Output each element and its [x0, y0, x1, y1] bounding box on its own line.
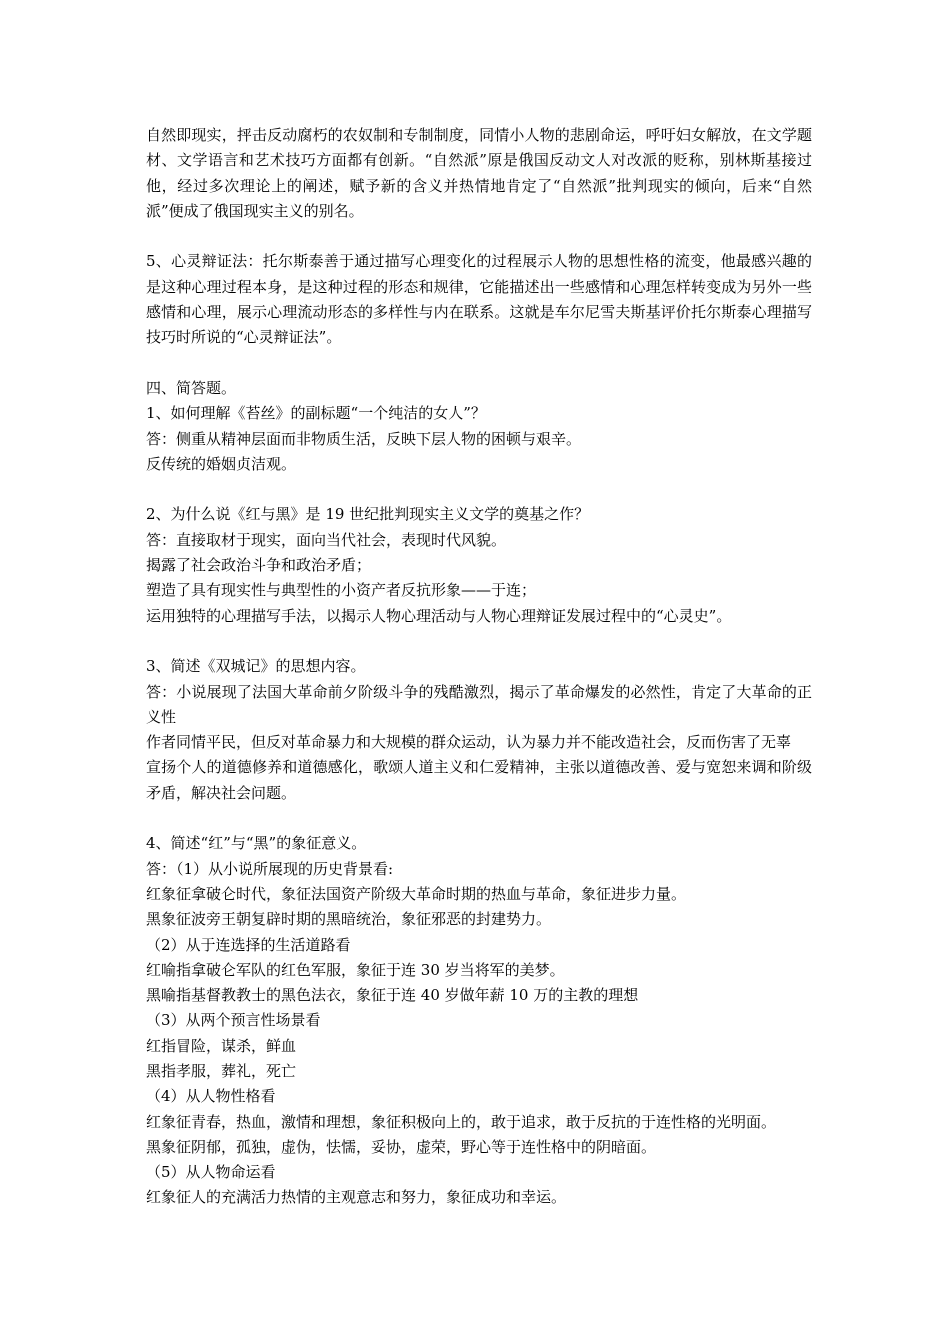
blank-line	[146, 629, 812, 654]
answer-line: 红喻指拿破仑军队的红色军服，象征于连 30 岁当将军的美梦。	[146, 960, 565, 979]
answer-subheading: （2）从于连选择的生活道路看	[146, 935, 351, 954]
answer-line: 答：（1）从小说所展现的历史背景看:	[146, 859, 394, 878]
section-heading: 四、简答题。	[146, 378, 237, 397]
blank-line	[146, 806, 812, 831]
answer-line: 红指冒险，谋杀，鲜血	[146, 1036, 297, 1055]
answer-line: 黑喻指基督教教士的黑色法衣，象征于连 40 岁做年薪 10 万的主教的理想	[146, 986, 639, 1005]
answer-line: 答：直接取材于现实，面向当代社会，表现时代风貌。	[146, 530, 507, 549]
blank-line	[146, 477, 812, 502]
answer-paragraph: 宣扬个人的道德修养和道德感化，歌颂人道主义和仁爱精神，主张以道德改善、爱与宽恕来调和阶级矛盾，解决社会问题。	[146, 758, 812, 802]
blank-line	[146, 224, 812, 249]
answer-line: 红象征青春，热血，激情和理想，象征积极向上的，敢于追求，敢于反抗的于连性格的光明面。	[146, 1112, 777, 1131]
answer-line: 黑指孝服，葬礼，死亡	[146, 1061, 297, 1080]
answer-subheading: （5）从人物命运看	[146, 1163, 276, 1182]
paragraph-naturalism: 自然即现实，抨击反动腐朽的农奴制和专制制度，同情小人物的悲剧命运，呼吁妇女解放，在文学题材、文学语言和艺术技巧方面都有创新。“自然派”原是俄国反动文人对改派的贬称，别林斯基接过他，经过多次理论上的阐述，赋予新的含义并热情地肯定了“自然派”批判现实的倾向，后来“自然派”便成了俄国现实主义的别名。	[146, 126, 812, 220]
blank-line	[146, 351, 812, 376]
answer-line: 塑造了具有现实性与典型性的小资产者反抗形象——于连；	[146, 581, 537, 600]
answer-line: 反传统的婚姻贞洁观。	[146, 454, 297, 473]
question-4: 4、简述“红”与“黑”的象征意义。	[146, 834, 367, 853]
document-body	[146, 123, 812, 1211]
answer-line: 黑象征阴郁，孤独，虚伪，怯懦，妥协，虚荣，野心等于连性格中的阴暗面。	[146, 1137, 657, 1156]
question-3: 3、简述《双城记》的思想内容。	[146, 657, 366, 676]
answer-line: 运用独特的心理描写手法，以揭示人物心理活动与人物心理辩证发展过程中的“心灵史”。	[146, 606, 732, 625]
question-1: 1、如何理解《苔丝》的副标题“一个纯洁的女人”？	[146, 404, 486, 423]
answer-line: 红象征拿破仑时代，象征法国资产阶级大革命时期的热血与革命，象征进步力量。	[146, 884, 687, 903]
answer-line: 黑象征波旁王朝复辟时期的黑暗统治，象征邪恶的封建势力。	[146, 910, 552, 929]
answer-subheading: （3）从两个预言性场景看	[146, 1011, 321, 1030]
answer-paragraph: 作者同情平民，但反对革命暴力和大规模的群众运动，认为暴力并不能改造社会，反而伤害了无辜	[146, 733, 792, 752]
answer-line: 揭露了社会政治斗争和政治矛盾；	[146, 556, 372, 575]
answer-paragraph: 答：小说展现了法国大革命前夕阶级斗争的残酷激烈，揭示了革命爆发的必然性，肯定了大革命的正义性	[146, 682, 812, 726]
answer-line: 红象征人的充满活力热情的主观意志和努力，象征成功和幸运。	[146, 1188, 567, 1207]
answer-line: 答：侧重从精神层面而非物质生活，反映下层人物的困顿与艰辛。	[146, 429, 582, 448]
answer-subheading: （4）从人物性格看	[146, 1087, 276, 1106]
question-2: 2、为什么说《红与黑》是 19 世纪批判现实主义文学的奠基之作？	[146, 505, 590, 524]
paragraph-soul-dialectic: 5、心灵辩证法：托尔斯泰善于通过描写心理变化的过程展示人物的思想性格的流变，他最感兴趣的是这种心理过程本身，是这种过程的形态和规律，它能描述出一些感情和心理怎样转变成为另外一些感情和心理，展示心理流动形态的多样性与内在联系。这就是车尔尼雪夫斯基评价托尔斯泰心理描写技巧时所说的“心灵辩证法”。	[146, 252, 812, 347]
